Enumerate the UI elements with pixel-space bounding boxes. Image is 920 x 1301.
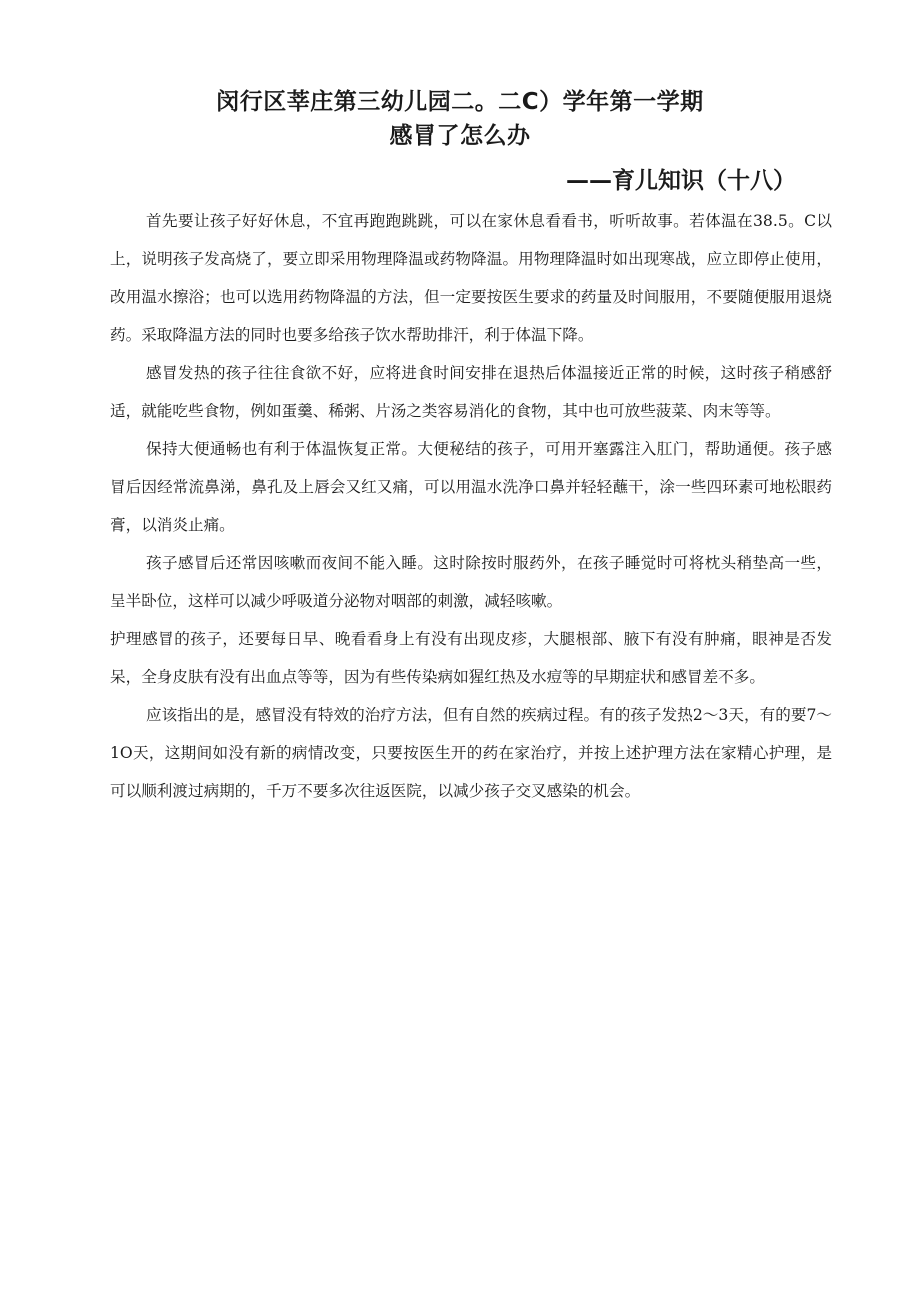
paragraph-bowel-and-nose: 保持大便通畅也有利于体温恢复正常。大便秘结的孩子，可用开塞露注入肛门，帮助通便。孩子感冒后因经常流鼻涕，鼻孔及上唇会又红又痛，可以用温水洗净口鼻并轻轻蘸干，涂一些四环素可地松眼药膏，以消炎止痛。 — [110, 440, 832, 534]
paragraph-diet: 感冒发热的孩子往往食欲不好，应将进食时间安排在退热后体温接近正常的时候，这时孩子稍感舒适，就能吃些食物，例如蛋羹、稀粥、片汤之类容易消化的食物，其中也可放些菠菜、肉末等等。 — [110, 364, 832, 420]
paragraph-observation: 护理感冒的孩子，还要每日早、晚看看身上有没有出现皮疹，大腿根部、腋下有没有肿痛，眼神是否发呆，全身皮肤有没有出血点等等，因为有些传染病如猩红热及水痘等的早期症状和感冒差不多。 — [110, 630, 832, 686]
paragraph-cough: 孩子感冒后还常因咳嗽而夜间不能入睡。这时除按时服药外，在孩子睡觉时可将枕头稍垫高一些，呈半卧位，这样可以减少呼吸道分泌物对咽部的刺激，减轻咳嗽。 — [110, 554, 832, 610]
paragraph-conclusion: 应该指出的是，感冒没有特效的治疗方法，但有自然的疾病过程。有的孩子发热2～3天，有的要7～1O天，这期间如没有新的病情改变，只要按医生开的药在家治疗，并按上述护理方法在家精心护理，是可以顺利渡过病期的，千万不要多次往返医院，以减少孩子交叉感染的机会。 — [110, 706, 832, 800]
document-subtitle: ——育儿知识（十八） — [566, 168, 796, 194]
document-body — [110, 202, 832, 810]
paragraph-rest-and-fever: 首先要让孩子好好休息，不宜再跑跑跳跳，可以在家休息看看书，听听故事。若体温在38.5。C以上，说明孩子发高烧了，要立即采用物理降温或药物降温。用物理降温时如出现寒战，应立即停止使用，改用温水擦浴；也可以选用药物降温的方法，但一定要按医生要求的药量及时间服用，不要随便服用退烧药。采取降温方法的同时也要多给孩子饮水帮助排汗，利于体温下降。 — [110, 212, 832, 344]
document-title-line1: 闵行区莘庄第三幼儿园二。二C）学年第一学期 — [216, 89, 704, 115]
document-title-line2: 感冒了怎么办 — [389, 123, 531, 149]
